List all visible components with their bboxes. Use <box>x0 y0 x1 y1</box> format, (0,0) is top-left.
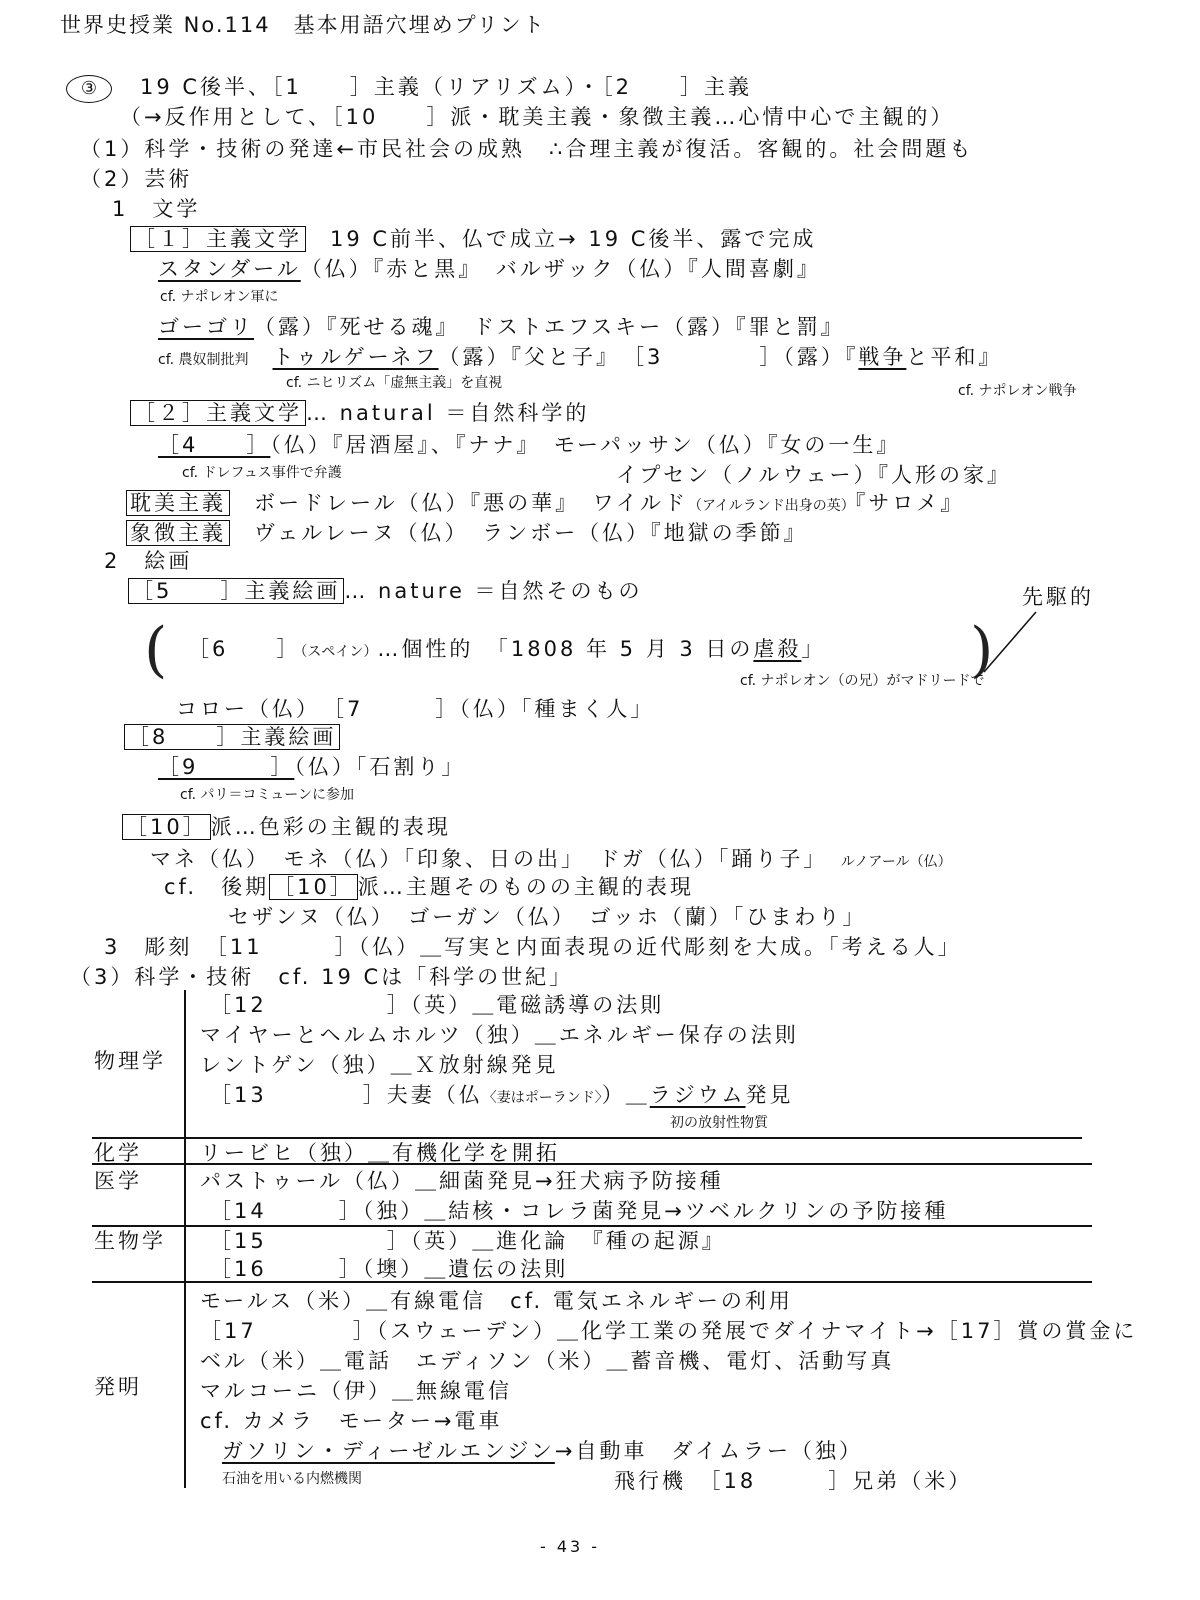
impressionists: マネ（仏） モネ（仏）「印象、日の出」 ドガ（仏）「踊り子」 <box>150 847 817 871</box>
biology-label: 生物学 <box>94 1229 166 1253</box>
blank-5-desc: … nature ＝自然そのもの <box>344 579 643 603</box>
turgenev-works: （露）『父と子』 ［3 ］（露）『 <box>438 345 859 369</box>
literature-heading: 1 文学 <box>112 197 201 221</box>
radium-end: 発見 <box>745 1083 794 1107</box>
poland-note: 〈妻はポーランド〉 <box>482 1090 602 1106</box>
impressionists-row <box>150 846 952 872</box>
blank-10-box: ［10］ <box>122 814 211 840</box>
chemistry-row: リービヒ（独）＿有機化学を開拓 <box>200 1141 560 1165</box>
wilde-note: （アイルランド出身の英） <box>687 498 855 514</box>
page-number: - 43 - <box>540 1537 601 1556</box>
physics-row-1: ［12 ］（英）＿電磁誘導の法則 <box>210 993 665 1017</box>
rule-physics-chem <box>92 1137 1082 1139</box>
turgenev-name: トゥルゲーネフ <box>272 345 439 369</box>
section-3-heading <box>66 74 752 103</box>
naturalism-literature-row <box>130 400 589 426</box>
medicine-label: 医学 <box>94 1169 142 1193</box>
note-napoleonic-war: cf. ナポレオン戦争 <box>958 383 1077 399</box>
massacre-word: 虐殺 <box>753 637 802 661</box>
blank-13: ［13 ］夫妻（仏 <box>210 1083 483 1107</box>
physics-label: 物理学 <box>94 1049 166 1073</box>
aestheticism-desc: ボードレール（仏）『悪の華』 ワイルド <box>254 491 688 515</box>
symbolism-row <box>126 520 808 546</box>
painting-heading: 2 絵画 <box>104 549 193 573</box>
gogol-row <box>158 314 845 340</box>
renoir: ルノアール（仏） <box>840 854 952 870</box>
gogol-works: （露）『死せる魂』 ドストエフスキー（露）『罪と罰』 <box>254 315 845 339</box>
naturalism-desc: … natural ＝自然科学的 <box>306 401 590 425</box>
post-suffix: 派 <box>357 875 382 899</box>
note-dreyfus: cf. ドレフュス事件で弁護 <box>182 465 342 481</box>
reaction-line: （→反作用として、［10 ］派・耽美主義・象徴主義…心情中心で主観的） <box>120 105 955 129</box>
airplane-row: 飛行機 ［18 ］兄弟（米） <box>614 1469 973 1493</box>
physics-row-4 <box>210 1082 794 1108</box>
blank-5-box: ［5 ］主義絵画 <box>128 578 344 604</box>
invention-row-4: マルコーニ（伊）＿無線電信 <box>200 1379 512 1403</box>
radium-word: ラジウム <box>649 1083 746 1107</box>
science-heading: （3）科学・技術 cf. 19 Cは「科学の世紀」 <box>70 965 574 989</box>
paragraph-1: （1）科学・技術の発達←市民社会の成熟 ∴合理主義が復活。客観的。社会問題も <box>80 137 974 161</box>
blank-9-row <box>158 754 465 780</box>
war-word: 戦争 <box>858 345 907 369</box>
blank-4-works: （仏）『居酒屋』、『ナナ』 モーパッサン（仏）『女の一生』 <box>270 433 901 457</box>
blank-6-row <box>188 636 825 662</box>
blank-8-row <box>124 724 340 750</box>
realism-box: ［１］主義文学 <box>130 226 306 252</box>
blank-13-mid: ）＿ <box>601 1083 650 1107</box>
post-impressionism-row <box>164 874 694 900</box>
physics-row-3: レントゲン（独）＿Ｘ放射線発見 <box>200 1053 559 1077</box>
invention-label: 発明 <box>94 1375 142 1399</box>
war-rest: と平和』 <box>906 345 1003 369</box>
blank-6: ［6 ］ <box>188 637 301 661</box>
blank-4: ［4 ］ <box>158 433 271 457</box>
note-madrid: cf. ナポレオン（の兄）がマドリードで <box>740 673 985 689</box>
aestheticism-row <box>126 490 964 516</box>
post-desc: …主題そのものの主観的表現 <box>381 875 694 899</box>
cf-serfdom-note: cf. 農奴制批判 <box>158 352 249 368</box>
blank-10-row <box>122 814 451 840</box>
medicine-row-1: パストゥール（仏）＿細菌発見→狂犬病予防接種 <box>200 1169 724 1193</box>
engine-rest: →自動車 ダイムラー（独） <box>554 1439 864 1463</box>
invention-row-5: cf. カメラ モーター→電車 <box>200 1409 503 1433</box>
sculpture-line: 3 彫刻 ［11 ］（仏）＿写実と内面表現の近代彫刻を大成。「考える人」 <box>104 935 962 959</box>
chemistry-label: 化学 <box>94 1141 142 1165</box>
biology-row-2: ［16 ］（墺）＿遺伝の法則 <box>210 1257 569 1281</box>
biology-row-1: ［15 ］（英）＿進化論 『種の起源』 <box>210 1229 726 1253</box>
table-vertical-rule <box>184 990 186 1488</box>
blank-9: ［9 ］ <box>158 755 295 779</box>
page-title: 世界史授業 No.114 基本用語穴埋めプリント <box>60 13 546 37</box>
blank-8-box: ［8 ］主義絵画 <box>124 724 340 750</box>
blank-6-desc: …個性的 「1808 年 5 月 3 日の <box>377 637 754 661</box>
left-bracket: ( <box>144 615 168 685</box>
post-10-box: ［10］ <box>269 874 358 900</box>
corot-row: コロー（仏） ［7 ］（仏）「種まく人」 <box>176 697 655 721</box>
naturalism-box: ［２］主義文学 <box>130 400 306 426</box>
blank-9-work: （仏）「石割り」 <box>294 755 466 779</box>
stendhal-name: スタンダール <box>158 257 301 281</box>
pioneer-label: 先駆的 <box>1022 585 1094 609</box>
paragraph-2: （2）芸術 <box>80 167 193 191</box>
engine-name: ガソリン・ディーゼルエンジン <box>222 1439 555 1463</box>
blank-5-row <box>128 578 643 604</box>
stendhal-row <box>158 256 821 282</box>
blank-4-row <box>158 432 900 458</box>
gogol-name: ゴーゴリ <box>158 315 254 339</box>
note-napoleon-army: cf. ナポレオン軍に <box>160 289 279 305</box>
turgenev-row <box>158 344 1002 370</box>
radium-note: 初の放射性物質 <box>670 1115 768 1131</box>
blank-10-desc: …色彩の主観的表現 <box>234 815 451 839</box>
physics-row-2: マイヤーとヘルムホルツ（独）＿エネルギー保存の法則 <box>200 1023 799 1047</box>
wilde-work: 『サロメ』 <box>854 491 965 515</box>
invention-row-3: ベル（米）＿電話 エディソン（米）＿蓄音機、電灯、活動写真 <box>200 1349 895 1373</box>
post-impressionists: セザンヌ（仏） ゴーガン（仏） ゴッホ（蘭）「ひまわり」 <box>228 905 867 929</box>
section-number-badge: ③ <box>66 75 112 103</box>
engine-row <box>222 1438 863 1464</box>
realism-desc: 19 C前半、仏で成立→ 19 C後半、露で完成 <box>330 227 817 251</box>
rule-med-bio <box>92 1225 1092 1227</box>
massacre-end: 」 <box>801 637 826 661</box>
note-nihilism: cf. ニヒリズム「虚無主義」を直視 <box>286 375 503 391</box>
engine-note: 石油を用いる内燃機関 <box>222 1471 362 1487</box>
invention-row-2: ［17 ］（スウェーデン）＿化学工業の発展でダイナマイト→［17］賞の賞金に <box>200 1319 1138 1343</box>
symbolism-desc: ヴェルレーヌ（仏） ランボー（仏）『地獄の季節』 <box>254 521 808 545</box>
ibsen-line: イプセン（ノルウェー）『人形の家』 <box>616 463 1011 487</box>
note-commune: cf. パリ＝コミューンに参加 <box>180 787 354 803</box>
post-cf: cf. 後期 <box>164 875 270 899</box>
aestheticism-box: 耽美主義 <box>126 490 230 516</box>
stendhal-works: （仏）『赤と黒』 バルザック（仏）『人間喜劇』 <box>300 257 821 281</box>
right-bracket: ) <box>970 615 994 685</box>
spain-note: （スペイン） <box>300 644 378 660</box>
medicine-row-2: ［14 ］（独）＿結核・コレラ菌発見→ツベルクリンの予防接種 <box>210 1199 949 1223</box>
section-main-line: 19 C後半、［1 ］主義（リアリズム）・［2 ］主義 <box>140 75 753 99</box>
realism-literature-row <box>130 226 816 252</box>
blank-10-suffix: 派 <box>210 815 235 839</box>
invention-row-1: モールス（米）＿有線電信 cf. 電気エネルギーの利用 <box>200 1289 793 1313</box>
symbolism-box: 象徴主義 <box>126 520 230 546</box>
